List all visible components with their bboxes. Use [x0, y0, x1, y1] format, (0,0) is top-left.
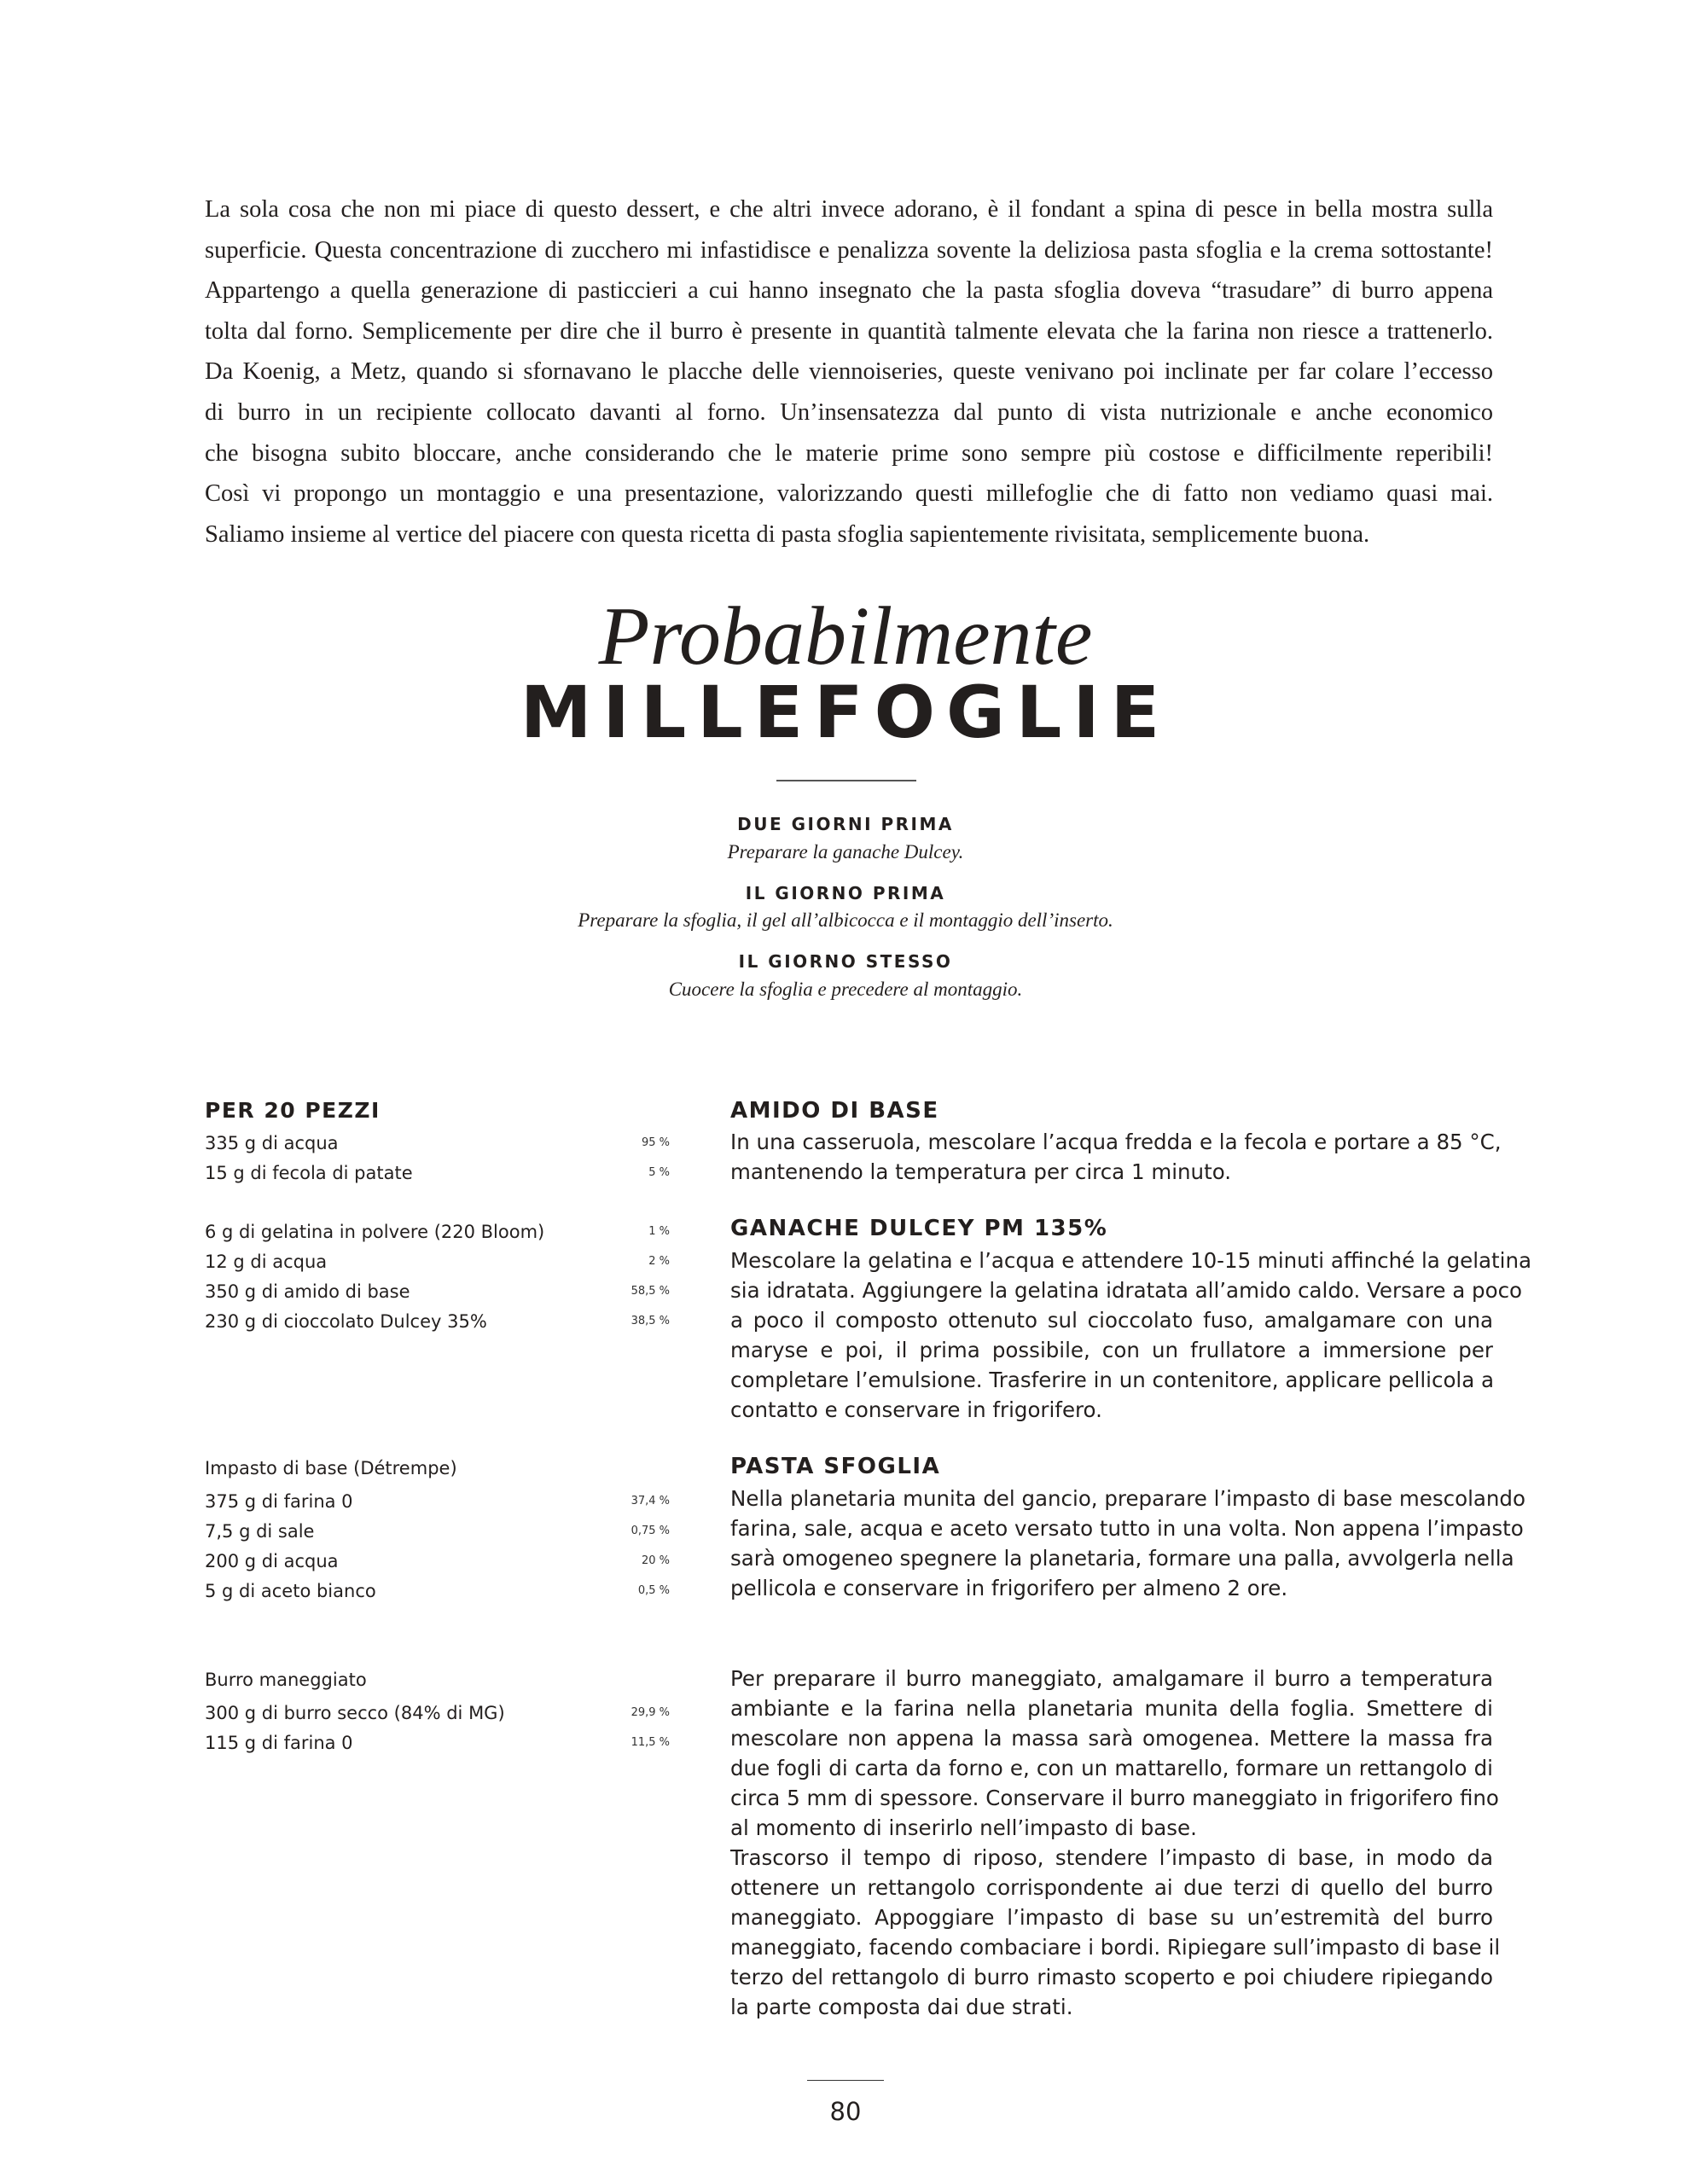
- step-line: al momento di inserirlo nell’impasto di base.: [730, 1815, 1197, 1840]
- ingredient-percent: 2 %: [648, 1255, 670, 1268]
- step-line: Mescolare la gelatina e l’acqua e attendere 10-15 minuti affinché la gelatina: [730, 1248, 1531, 1273]
- intro-line: superficie. Questa concentrazione di zucchero mi infastidisce e penalizza sovente la deliziosa pasta sfoglia e la crema sottostante!: [205, 236, 1493, 264]
- schedule-heading: IL GIORNO STESSO: [738, 951, 953, 972]
- title-main: MILLEFOGLIE: [520, 671, 1171, 754]
- ingredient-name: 5 g di aceto bianco: [205, 1581, 376, 1601]
- step-line: In una casseruola, mescolare l’acqua fredda e la fecola e portare a 85 °C,: [730, 1130, 1502, 1154]
- ingredient-row: [205, 1517, 670, 1546]
- step-line: farina, sale, acqua e aceto versato tutto in una volta. Non appena l’impasto: [730, 1516, 1524, 1541]
- ingredient-name: 7,5 g di sale: [205, 1521, 315, 1542]
- schedule-text: Preparare la ganache Dulcey.: [727, 841, 964, 863]
- schedule-heading: DUE GIORNI PRIMA: [737, 814, 954, 834]
- step-line: Nella planetaria munita del gancio, preparare l’impasto di base mescolando: [730, 1486, 1525, 1511]
- ingredients-heading: PER 20 PEZZI: [205, 1098, 381, 1123]
- intro-line: tolta dal forno. Semplicemente per dire che il burro è presente in quantità talmente elevata che la farina non riesce a trattenerlo.: [205, 317, 1493, 345]
- step-line: ottenere un rettangolo corrispondente ai due terzi di quello del burro: [730, 1875, 1493, 1900]
- ingredient-row: [205, 1547, 670, 1576]
- intro-line: Appartengo a quella generazione di pasticcieri a cui hanno insegnato che la pasta sfoglia doveva “trasudare” di burro appena: [205, 277, 1493, 305]
- step-text-sfoglia: [730, 1484, 1525, 1603]
- intro-line: La sola cosa che non mi piace di questo dessert, e che altri invece adorano, è il fondant a spina di pesce in bella mostra sulla: [205, 196, 1493, 223]
- page-number: 80: [829, 2097, 862, 2126]
- ingredient-percent: 0,5 %: [637, 1584, 670, 1597]
- step-line: pellicola e conservare in frigorifero per almeno 2 ore.: [730, 1576, 1288, 1600]
- ingredient-percent: 95 %: [641, 1136, 670, 1149]
- step-heading-amido: AMIDO DI BASE: [730, 1098, 939, 1124]
- step-line: Per preparare il burro maneggiato, amalgamare il burro a temperatura: [730, 1666, 1493, 1691]
- step-line: Trascorso il tempo di riposo, stendere l’impasto di base, in modo da: [730, 1845, 1493, 1870]
- step-line: completare l’emulsione. Trasferire in un contenitore, applicare pellicola a: [730, 1368, 1495, 1392]
- ingredient-name: 375 g di farina 0: [205, 1491, 353, 1512]
- step-line: maneggiato, facendo combaciare i bordi. Ripiegare sull’impasto di base il: [730, 1935, 1501, 1960]
- ingredient-name: 200 g di acqua: [205, 1551, 339, 1571]
- ingredient-name: 115 g di farina 0: [205, 1733, 353, 1753]
- step-line: contatto e conservare in frigorifero.: [730, 1397, 1102, 1422]
- intro-paragraph: [205, 189, 1493, 555]
- schedule-text: Preparare la sfoglia, il gel all’albicocca e il montaggio dell’inserto.: [578, 909, 1113, 931]
- ingredient-name: 335 g di acqua: [205, 1133, 339, 1153]
- step-line: ambiante e la farina nella planetaria munita della foglia. Smettere di: [730, 1696, 1493, 1721]
- ingredient-row: [205, 1699, 670, 1728]
- step-line: circa 5 mm di spessore. Conservare il burro maneggiato in frigorifero fino: [730, 1786, 1499, 1810]
- ingredient-row: [205, 1277, 670, 1306]
- ingredient-percent: 20 %: [641, 1554, 670, 1567]
- step-line: sia idratata. Aggiungere la gelatina idratata all’amido caldo. Versare a poco: [730, 1278, 1523, 1303]
- step-line: mantenendo la temperatura per circa 1 minuto.: [730, 1159, 1232, 1184]
- step-text-burro: [730, 1664, 1501, 2022]
- ingredient-name: 6 g di gelatina in polvere (220 Bloom): [205, 1222, 545, 1242]
- step-line: mescolare non appena la massa sarà omogenea. Mettere la massa fra: [730, 1726, 1493, 1751]
- ingredient-row: [205, 1728, 670, 1757]
- intro-line: Da Koenig, a Metz, quando si sfornavano le placche delle viennoiseries, queste venivano poi inclinate per far colare l’eccesso: [205, 358, 1493, 386]
- ingredient-percent: 58,5 %: [630, 1285, 670, 1298]
- ingredient-row: [205, 1487, 670, 1516]
- intro-line: Saliamo insieme al vertice del piacere con questa ricetta di pasta sfoglia sapientemente rivisitata, semplicemente buona.: [205, 520, 1370, 548]
- step-text-ganache: [730, 1246, 1531, 1425]
- ingredient-row: [205, 1217, 670, 1246]
- step-line: a poco il composto ottenuto sul cioccolato fuso, amalgamare con una: [730, 1308, 1493, 1333]
- intro-line: Così vi propongo un montaggio e una presentazione, valorizzando questi millefoglie che di fatto non vediamo quasi mai.: [205, 480, 1493, 508]
- schedule-heading: IL GIORNO PRIMA: [745, 883, 946, 903]
- title-divider: [776, 780, 916, 781]
- step-line: sarà omogeneo spegnere la planetaria, formare una palla, avvolgerla nella: [730, 1546, 1514, 1571]
- ingredient-row: [205, 1577, 670, 1606]
- ingredient-percent: 11,5 %: [630, 1736, 670, 1749]
- ingredient-percent: 5 %: [648, 1166, 670, 1179]
- step-heading-ganache: GANACHE DULCEY PM 135%: [730, 1216, 1108, 1241]
- step-line: terzo del rettangolo di burro rimasto scoperto e poi chiudere ripiegando: [730, 1965, 1493, 1989]
- ingredient-percent: 29,9 %: [630, 1706, 670, 1719]
- ingredient-percent: 1 %: [648, 1225, 670, 1238]
- step-line: maneggiato. Appoggiare l’impasto di base su un’estremità del burro: [730, 1905, 1493, 1930]
- title-italic: Probabilmente: [598, 590, 1093, 682]
- ingredient-row: [205, 1247, 670, 1276]
- ingredient-name: 300 g di burro secco (84% di MG): [205, 1703, 505, 1723]
- schedule-text: Cuocere la sfoglia e precedere al montaggio.: [668, 979, 1023, 1000]
- ingredient-name: 230 g di cioccolato Dulcey 35%: [205, 1311, 487, 1332]
- ingredient-group-title: Burro maneggiato: [205, 1670, 367, 1690]
- ingredient-name: 350 g di amido di base: [205, 1281, 410, 1302]
- intro-line: di burro in un recipiente collocato davanti al forno. Un’insensatezza dal punto di vista nutrizionale e anche economico: [205, 398, 1493, 426]
- ingredient-name: 15 g di fecola di patate: [205, 1163, 413, 1183]
- page-number-divider: [807, 2080, 884, 2081]
- ingredient-row: [205, 1159, 670, 1188]
- ingredient-row: [205, 1129, 670, 1158]
- ingredient-percent: 0,75 %: [630, 1525, 670, 1537]
- ingredient-group-title: Impasto di base (Détrempe): [205, 1458, 457, 1478]
- step-heading-sfoglia: PASTA SFOGLIA: [730, 1454, 941, 1479]
- intro-line: che bisogna subito bloccare, anche considerando che le materie prime sono sempre più costose e difficilmente reperibili!: [205, 439, 1493, 467]
- ingredient-percent: 37,4 %: [630, 1495, 670, 1507]
- step-line: maryse e poi, il prima possibile, con un frullatore a immersione per: [730, 1338, 1493, 1362]
- step-text-amido: [730, 1127, 1502, 1187]
- ingredient-row: [205, 1307, 670, 1336]
- step-line: due fogli di carta da forno e, con un mattarello, formare un rettangolo di: [730, 1756, 1493, 1780]
- ingredient-percent: 38,5 %: [630, 1315, 670, 1327]
- step-line: la parte composta dai due strati.: [730, 1995, 1073, 2019]
- ingredient-name: 12 g di acqua: [205, 1252, 328, 1272]
